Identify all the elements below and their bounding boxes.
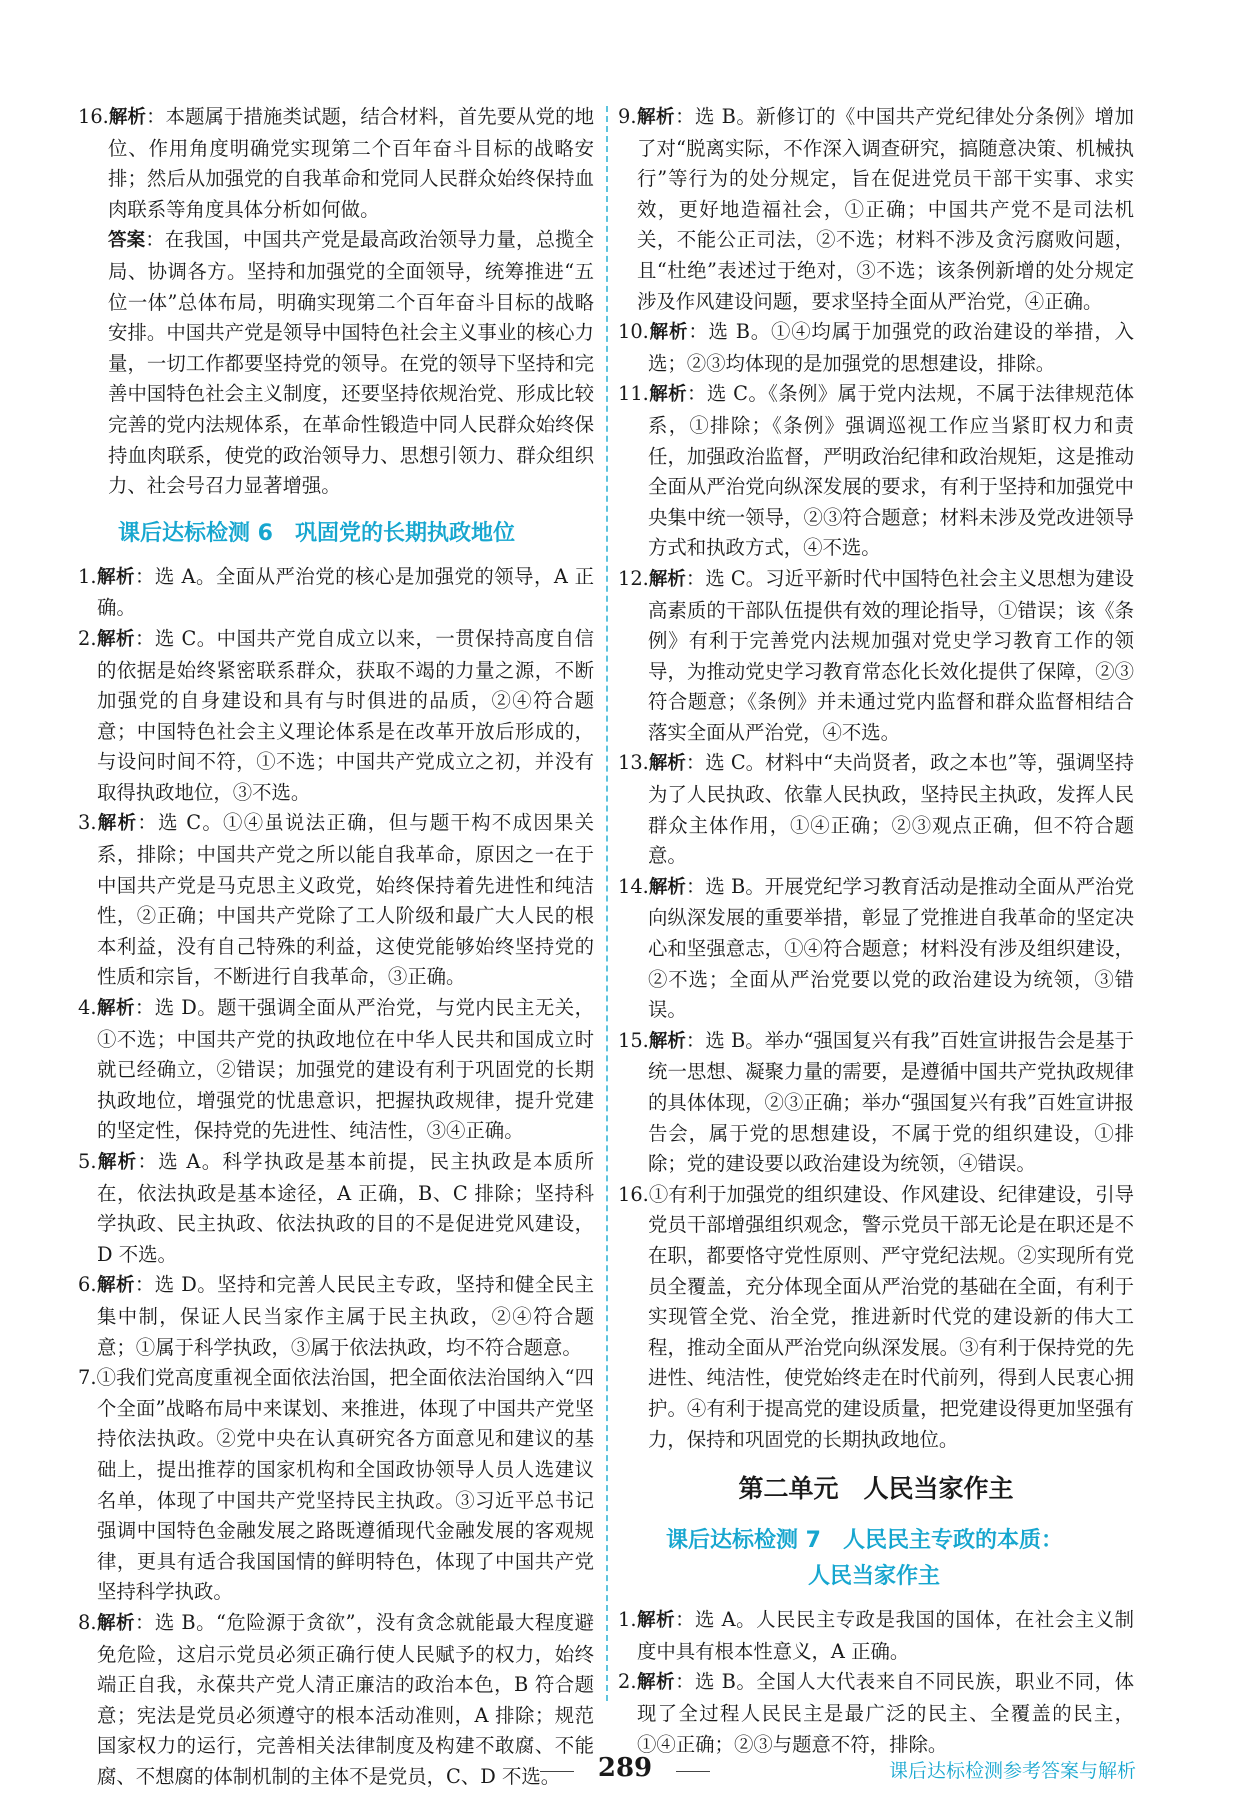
answer-item (618, 1026, 1134, 1180)
item-number: 12. (618, 566, 649, 590)
item-label: 解析 (96, 628, 136, 650)
item-label: 解析 (96, 1612, 135, 1634)
item-number: 14. (618, 874, 649, 898)
right-answer-list (618, 102, 1134, 1455)
item-number: 6. (78, 1273, 97, 1297)
footer-rule-left (540, 1771, 574, 1772)
item-label: 解析 (96, 998, 135, 1020)
item-text: ：选 A。人民民主专政是我国的国体，在社会主义制度中具有根本性意义，A 正确。 (637, 1608, 1134, 1663)
item-text: ：选 B。新修订的《中国共产党纪律处分条例》增加了对“脱离实际，不作深入调查研究，搞随意决策、机械执行”等行为的处分规定，旨在促进党员干部干实事、求实效，更好地造福社会，①正确；中国共产党不是司法机关，不能公正司法，②不选；材料不涉及贪污腐败问题，且“杜绝”表述过于绝对，③不选；该条例新增的处分规定涉及作风建设问题，要求坚持全面从严治党，④正确。 (637, 105, 1134, 313)
answer-item (78, 993, 594, 1147)
answer-item (618, 317, 1134, 379)
right-column (618, 102, 1134, 1760)
answer-item (78, 1608, 594, 1793)
answer-paragraph (78, 225, 594, 501)
running-footer: 课后达标检测参考答案与解析 (888, 1760, 1136, 1782)
item-number: 16. (78, 105, 109, 128)
item-label: 解析 (96, 1152, 138, 1173)
item-number: 16. (618, 1182, 649, 1206)
item-label: 解析 (636, 1672, 676, 1694)
item-text: ：选 B。①④均属于加强党的政治建设的举措，入选；②③均体现的是加强党的思想建设，排除。 (648, 320, 1134, 375)
item-label: 解析 (648, 322, 689, 344)
item-text: ：选 D。题干强调全面从严治党，与党内民主无关，①不选；中国共产党的执政地位在中华人民共和国成立时就已经确立，②错误；加强党的建设有利于巩固党的长期执政地位，增强党的忧患意识，把握执政规律，提升党建的坚定性，保持党的先进性、纯洁性，③④正确。 (97, 996, 594, 1143)
item-number: 2. (618, 1670, 637, 1694)
item-text: ：选 B。“危险源于贪欲”，没有贪念就能最大程度避免危险，这启示党员必须正确行使人民赋予的权力，始终端正自我，永葆共产党人清正廉洁的政治本色，B 符合题意；宪法是党员必须遵守的根本活动准则，A 排除；规范国家权力的运行，完善相关法律制度及构建不敢腐、不能腐、不想腐的体制机制的主体不是党员，C、D 不选。 (97, 1610, 594, 1788)
answer-item (618, 102, 1134, 317)
item-label: 解析 (636, 107, 676, 128)
item-number: 3. (78, 811, 97, 835)
item-text: ：本题属于措施类试题，结合材料，首先要从党的地位、作用角度明确党实现第二个百年奋斗目标的战略安排；然后从加强党的自我革命和党同人民群众始终保持血肉联系等角度具体分析如何做。 (108, 105, 594, 221)
item-number: 15. (618, 1028, 649, 1052)
column-divider (606, 106, 608, 1701)
item-number: 1. (78, 564, 97, 588)
right-answer-list-2 (618, 1605, 1134, 1760)
item-text: ：选 B。举办“强国复兴有我”百姓宣讲报告会是基于统一思想、凝聚力量的需要，是遵循中国共产党执政规律的具体体现，②③正确；举办“强国复兴有我”百姓宣讲报告会，属于党的思想建设，不属于党的组织建设，①排除；党的建设要以政治建设为统领，④错误。 (648, 1028, 1134, 1176)
item-text: ：选 C。《条例》属于党内法规，不属于法律规范体系，①排除；《条例》强调巡视工作应当紧盯权力和责任，加强政治监督，严明政治纪律和政治规矩，这是推动全面从严治党向纵深发展的要求，有利于坚持和加强党中央集中统一领导，②③符合题意；材料未涉及党改进领导方式和执政方式，④不选。 (648, 382, 1134, 560)
item-label: 解析 (96, 813, 138, 835)
answer-item (78, 562, 594, 624)
answer-item (618, 1180, 1134, 1455)
item-text: ：选 C。①④虽说法正确，但与题干构不成因果关系，排除；中国共产党之所以能自我革命，原因之一在于中国共产党是马克思主义政党，始终保持着先进性和纯洁性，②正确；中国共产党除了工人阶级和最广大人民的根本利益，没有自己特殊的利益，这使党能够始终坚持党的性质和宗旨，不断进行自我革命，③正确。 (97, 811, 594, 989)
item-text: ：选 D。坚持和完善人民民主专政，坚持和健全民主集中制，保证人民当家作主属于民主执政，②④符合题意；①属于科学执政，③属于依法执政，均不符合题意。 (97, 1273, 594, 1359)
item-label: 解析 (648, 753, 686, 775)
answer-label: 答案 (108, 230, 146, 252)
item-label: 解析 (96, 1275, 135, 1297)
item-label: 解析 (648, 384, 688, 406)
answer-item (618, 564, 1134, 749)
item-text: ①我们党高度重视全面依法治国，把全面依法治国纳入“四个全面”战略布局中来谋划、来推进，体现了中国共产党坚持依法执政。②党中央在认真研究各方面意见和建议的基础上，提出推荐的国家机构和全国政协领导人员人选建议名单，体现了中国共产党坚持民主执政。③习近平总书记强调中国特色金融发展之路既遵循现代金融发展的客观规律，更具有适合我国国情的鲜明特色，体现了中国共产党坚持科学执政。 (96, 1366, 594, 1604)
item-number: 11. (618, 382, 649, 406)
footer-rule-right (676, 1771, 710, 1772)
answer-text: ：在我国，中国共产党是最高政治领导力量，总揽全局、协调各方。坚持和加强党的全面领导，统筹推进“五位一体”总体布局，明确实现第二个百年奋斗目标的战略安排。中国共产党是领导中国特色社会主义事业的核心力量，一切工作都要坚持党的领导。在党的领导下坚持和完善中国特色社会主义制度，还要坚持依规治党、形成比较完善的党内法规体系，在革命性锻造中同人民群众始终保持血肉联系，使党的政治领导力、思想引领力、群众组织力、社会号召力显著增强。 (108, 228, 594, 498)
section-title: 课后达标检测 7 人民民主专政的本质： (666, 1528, 1063, 1554)
answer-item (78, 1147, 594, 1270)
item-label: 解析 (648, 876, 686, 898)
section-title: 课后达标检测 6 巩固党的长期执政地位 (118, 520, 515, 546)
item-text: ：选 B。开展党纪学习教育活动是推动全面从严治党向纵深发展的重要举措，彰显了党推进自我革命的坚定决心和坚强意志，①④符合题意；材料没有涉及组织建设，②不选；全面从严治党要以党的政治建设为统领，③错误。 (648, 874, 1134, 1022)
item-number: 4. (78, 996, 97, 1020)
answer-item (618, 872, 1134, 1026)
unit-title: 第二单元 人民当家作主 (738, 1474, 1014, 1504)
item-number: 8. (78, 1610, 97, 1634)
answer-item (618, 748, 1134, 871)
item-text: ：选 A。全面从严治党的核心是加强党的领导，A 正确。 (97, 564, 594, 620)
item-label: 解析 (108, 107, 147, 128)
answer-item (78, 1270, 594, 1363)
item-text: ：选 C。习近平新时代中国特色社会主义思想为建设高素质的干部队伍提供有效的理论指导，①错误；该《条例》有利于完善党内法规加强对党史学习教育工作的领导，为推动党史学习教育常态化长效化提供了保障，②③符合题意；《条例》并未通过党内监督和群众监督相结合落实全面从严治党，④不选。 (648, 566, 1134, 744)
item-text: ：选 C。中国共产党自成立以来，一贯保持高度自信的依据是始终紧密联系群众，获取不竭的力量之源，不断加强党的自身建设和具有与时俱进的品质，②④符合题意；中国特色社会主义理论体系是在改革开放后形成的，与设问时间不符，①不选；中国共产党成立之初，并没有取得执政地位，③不选。 (97, 626, 594, 804)
answer-item (618, 1667, 1134, 1760)
item-text: ：选 C。材料中“夫尚贤者，政之本也”等，强调坚持为了人民执政、依靠人民执政，坚持民主执政，发挥人民群众主体作用，①④正确；②③观点正确，但不符合题意。 (648, 751, 1134, 868)
item-label: 解析 (648, 1030, 686, 1052)
item-number: 5. (78, 1150, 97, 1173)
item-text: ：选 A。科学执政是基本前提，民主执政是本质所在，依法执政是基本途径，A 正确，B、C 排除；坚持科学执政、民主执政、依法执政的目的不是促进党风建设，D 不选。 (97, 1150, 594, 1266)
answer-item (618, 1605, 1134, 1667)
item-number: 13. (618, 751, 649, 775)
left-answer-list (78, 562, 594, 1793)
answer-item (78, 808, 594, 993)
item-number: 9. (618, 105, 637, 128)
item-text: ①有利于加强党的组织建设、作风建设、纪律建设，引导党员干部增强组织观念，警示党员干部无论是在职还是不在职，都要恪守党性原则、严守党纪法规。②实现所有党员全覆盖，充分体现全面从严治党的基础在全面，有利于实现管全党、治全党，推进新时代党的建设新的伟大工程，推动全面从严治党向纵深发展。③有利于保持党的先进性、纯洁性，使党始终走在时代前列，得到人民衷心拥护。④有利于提高党的建设质量，把党建设得更加坚强有力，保持和巩固党的长期执政地位。 (648, 1182, 1134, 1451)
answer-item (618, 379, 1134, 564)
answer-item (78, 1363, 594, 1608)
answer-item (78, 624, 594, 809)
item-label: 解析 (648, 568, 686, 590)
item-text: ：选 B。全国人大代表来自不同民族，职业不同，体现了全过程人民民主是最广泛的民主、全覆盖的民主，①④正确；②③与题意不符，排除。 (637, 1670, 1134, 1756)
item-number: 7. (78, 1366, 97, 1390)
page-number: 289 (597, 1753, 653, 1783)
item-number: 1. (618, 1608, 637, 1632)
section-subtitle: 人民当家作主 (808, 1564, 941, 1590)
item-label: 解析 (636, 1610, 676, 1632)
item-label: 解析 (96, 566, 136, 588)
left-column (78, 102, 594, 1792)
answer-item (78, 102, 594, 225)
item-number: 2. (78, 626, 97, 650)
item-number: 10. (618, 320, 649, 344)
